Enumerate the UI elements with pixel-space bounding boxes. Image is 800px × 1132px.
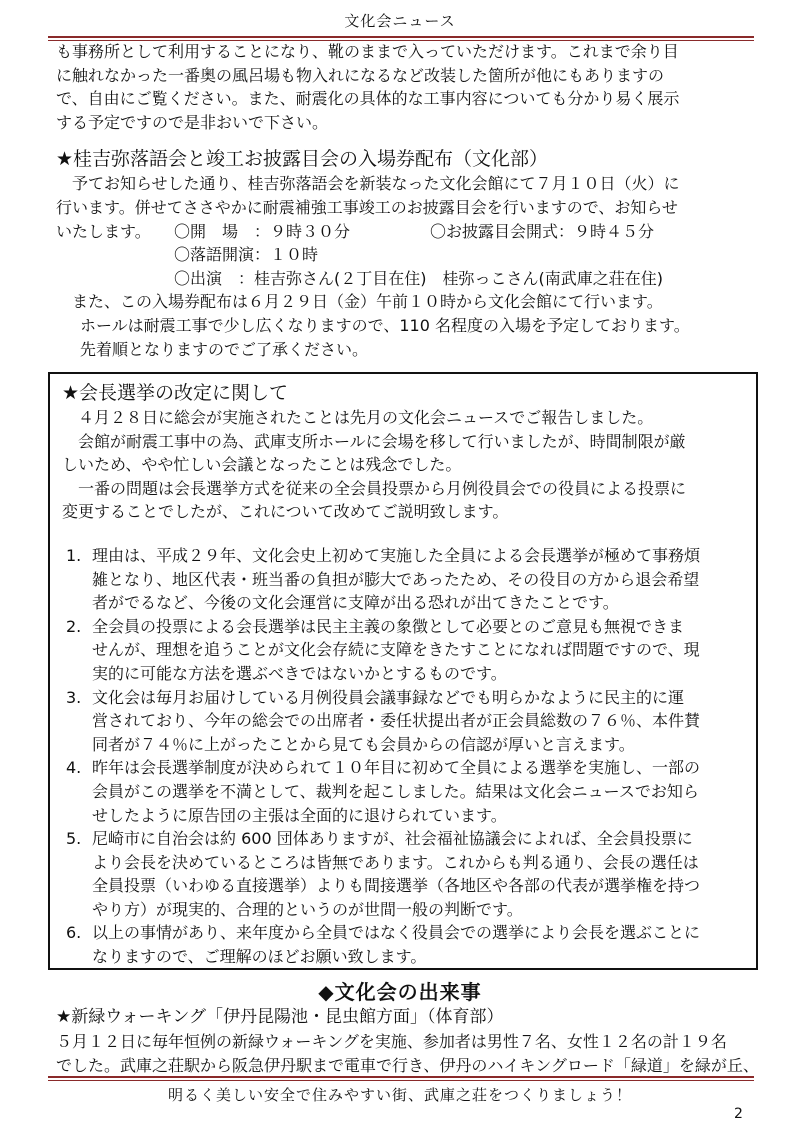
intro-line: も事務所として利用することになり、靴のままで入っていただけます。これまで余り目 <box>56 42 679 61</box>
schedule-row <box>56 220 756 244</box>
list-item <box>62 756 746 827</box>
walking-event-section <box>56 1004 759 1077</box>
rakugo-line: 予てお知らせした通り、桂吉弥落語会を新装なった文化会館にて７月１０日（火）に <box>72 174 680 194</box>
item-line: 会員がこの選挙を不満として、裁判を起こしました。結果は文化会ニュースでお知ら <box>92 781 699 801</box>
item-number: 3. <box>66 687 82 707</box>
item-number: 6. <box>66 923 82 943</box>
election-intro-line: 一番の問題は会長選挙方式を従来の全会員投票から月例役員会での役員による投票に <box>78 478 687 498</box>
item-number: 4. <box>66 758 82 778</box>
list-item <box>62 827 746 921</box>
election-intro-line: しいため、やや忙しい会議となったことは残念でした。 <box>62 455 462 475</box>
main-content <box>56 40 756 361</box>
intro-line: に触れなかった一番奥の風呂場も物入れになるなど改装した箇所が他にもありますの <box>56 65 665 85</box>
item-line: なりますので、ご理解のほどお願い致します。 <box>92 947 427 967</box>
walking-line: でした。武庫之荘駅から阪急伊丹駅まで電車で行き、伊丹のハイキングロード「緑道」を緑が丘、 <box>56 1055 759 1075</box>
rakugo-line-lead: いたします。 <box>56 221 151 241</box>
list-item <box>62 544 746 615</box>
election-intro-line: 会館が耐震工事中の為、武庫支所ホールに会場を移して行いましたが、時間制限が厳 <box>78 431 686 451</box>
election-intro-line: 変更することでしたが、これについて改めてご説明致します。 <box>62 502 509 522</box>
item-line: 尼崎市に自治会は約 600 団体ありますが、社会福祉協議会によれば、全会員投票に <box>92 829 693 849</box>
schedule-ceremony: 〇お披露目会開式：９時４５分 <box>430 221 655 241</box>
item-line: 同者が７４％に上がったことから見ても会員からの信認が厚いと言えます。 <box>92 734 635 754</box>
election-intro-line: ４月２８日に総会が実施されたことは先月の文化会ニュースでご報告しました。 <box>78 408 654 427</box>
events-section-title: ◆文化会の出来事 <box>318 980 482 1004</box>
item-line: より会長を決めているところは皆無であります。これからも判る通り、会長の選任は <box>92 852 699 872</box>
page-number: 2 <box>734 1106 743 1122</box>
schedule-rakugo-start: 〇落語開演：１０時 <box>174 245 319 265</box>
item-line: 理由は、平成２９年、文化会史上初めて実施した全員による会長選挙が極めて事務煩 <box>92 545 701 565</box>
item-line: 全会員の投票による会長選挙は民主主義の象徴として必要とのご意見も無視できま <box>92 616 685 636</box>
item-line: 雑となり、地区代表・班当番の負担が膨大であったため、その役目の方から退会希望 <box>92 569 700 589</box>
item-line: 者がでるなど、今後の文化会運営に支障が出る恐れが出てきたことです。 <box>92 593 619 613</box>
item-line: せしたように原告団の主張は全面的に退けられています。 <box>92 805 507 825</box>
rakugo-line: 行います。併せてささやかに耐震補強工事竣工のお披露目会を行いますので、お知らせ <box>56 197 678 217</box>
list-item <box>62 686 746 757</box>
item-line: 営されており、今年の総会での出席者・委任状提出者が正会員総数の７６％、本件賛 <box>92 711 701 731</box>
rakugo-after-line: 先着順となりますのでご了承ください。 <box>80 339 369 359</box>
item-line: 文化会は毎月お届けしている月例役員会議事録などでも明らかなように民主的に運 <box>92 687 685 707</box>
rakugo-section <box>56 146 756 361</box>
schedule-performers: 〇出演 ：桂吉弥さん(２丁目在住) 桂弥っこさん(南武庫之荘在住) <box>174 268 663 288</box>
intro-line: する予定ですので是非おいで下さい。 <box>56 112 329 132</box>
walking-line: ５月１２日に毎年恒例の新緑ウォーキングを実施、参加者は男性７名、女性１２名の計１９名 <box>56 1032 727 1051</box>
item-line: せんが、理想を追うことが文化会存続に支障をきたすことになれば問題ですので、現 <box>92 640 700 660</box>
walking-heading: ★新緑ウォーキング「伊丹昆陽池・昆虫館方面」（体育部） <box>56 1007 504 1027</box>
item-number: 2. <box>66 616 82 636</box>
schedule-row <box>56 243 756 267</box>
schedule-open: 〇開 場 ：９時３０分 <box>174 221 351 241</box>
rakugo-heading: ★桂吉弥落語会と竣工お披露目会の入場券配布（文化部） <box>56 148 549 171</box>
item-number: 1. <box>66 545 82 565</box>
intro-paragraph <box>56 40 756 134</box>
newsletter-title: 文化会ニュース <box>344 12 456 30</box>
election-reasons-list <box>62 544 746 969</box>
item-line: 昨年は会長選挙制度が決められて１０年目に初めて全員による選挙を実施し、一部の <box>92 758 701 778</box>
item-line: 実的に可能な方法を選ぶべきではないかとするものです。 <box>92 663 507 683</box>
list-item <box>62 615 746 686</box>
schedule-row <box>56 267 756 291</box>
item-line: やり方）が現実的、合理的というのが世間一般の判断です。 <box>92 899 523 919</box>
rakugo-after-line: また、この入場券配布は６月２９日（金）午前１０時から文化会館にて行います。 <box>72 292 663 312</box>
intro-line: で、自由にご覧ください。また、耐震化の具体的な工事内容についても分かり易く展示 <box>56 89 680 109</box>
list-item <box>62 921 746 968</box>
election-notice-box <box>48 372 758 970</box>
footer-divider <box>48 1076 754 1081</box>
election-heading: ★会長選挙の改定に関して <box>62 382 289 404</box>
footer-slogan: 明るく美しい安全で住みやすい街、武庫之荘をつくりましょう！ <box>167 1086 632 1104</box>
rakugo-after-line: ホールは耐震工事で少し広くなりますので、110 名程度の入場を予定しております。 <box>80 315 690 335</box>
item-line: 以上の事情があり、来年度から全員ではなく役員会での選挙により会長を選ぶことに <box>92 923 701 943</box>
item-line: 全員投票（いわゆる直接選挙）よりも間接選挙（各地区や各部の代表が選挙権を持つ <box>92 876 701 896</box>
item-number: 5. <box>66 829 82 849</box>
